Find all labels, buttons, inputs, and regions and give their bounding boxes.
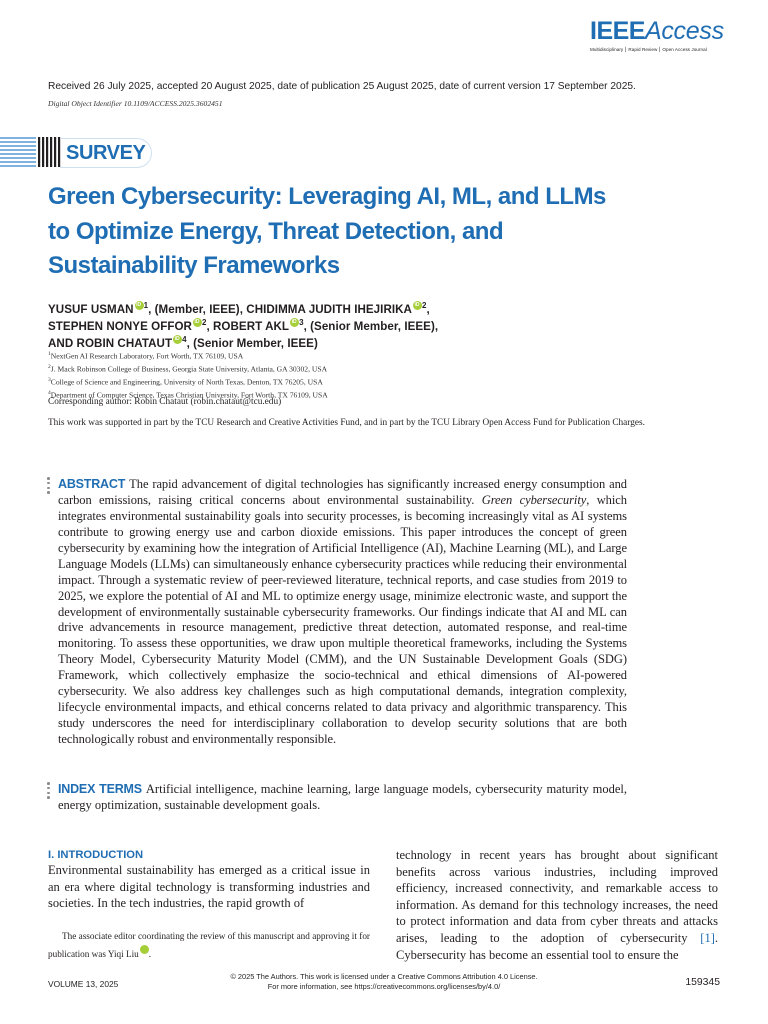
- received-dates: Received 26 July 2025, accepted 20 August 2025, date of publication 25 August 2025, date of current version 17 September 2025.: [48, 81, 636, 92]
- index-terms-marker-icon: [47, 782, 51, 801]
- intro-column-left: [48, 848, 370, 912]
- author-affiliation-number: 1: [143, 301, 149, 311]
- footnote-text: The associate editor coordinating the review of this manuscript and approving it for publication was Yiqi Liu: [48, 931, 370, 959]
- orcid-icon[interactable]: [413, 301, 422, 310]
- paper-title: Green Cybersecurity: Leveraging AI, ML, and LLMs to Optimize Energy, Threat Detection, and Sustainability Frameworks: [48, 183, 606, 279]
- author-name: STEPHEN NONYE OFFOR: [48, 320, 192, 333]
- citation-link[interactable]: [1]: [700, 930, 715, 945]
- affiliation-item: [48, 349, 328, 362]
- author-name: CHIDIMMA JUDITH IHEJIRIKA: [246, 303, 412, 316]
- author-affiliation-number: 2: [201, 318, 207, 328]
- author-role: , (Senior Member, IEEE): [186, 337, 318, 350]
- abstract-text: , which integrates environmental sustainability goals into security processes, is becoming increasingly vital as AI systems contribute to growing energy use and carbon dioxide emissions. This paper introduces the concept of green cybersecurity by examining how the integration of Artificial Intelligence (AI), Machine Learning (ML), and Large Language Models (LLMs) can simultaneously enhance cybersecurity practices while reducing their environmental impact. Through a systematic review of peer-reviewed literature, technical reports, and case studies from 2019 to 2025, we explore the potential of AI and ML to optimize energy usage, minimize electronic waste, and support the development of environmentally sustainable cybersecurity frameworks. Our findings indicate that AI and ML can drive advancements in resource management, predictive threat detection, automated response, and real-time monitoring. To assess these opportunities, we draw upon multiple theoretical frameworks, including the Systems Theory Model, Cybersecurity Maturity Model (CMM), and the UN Sustainable Development Goals (SDG) Framework, which collectively emphasize the socio-technical and ethical dimensions of AI-powered cybersecurity. We also address key challenges such as high computational demands, integration complexity, lifecycle environmental impacts, and ethical concerns related to data privacy and algorithmic transparency. This study underscores the need for interdisciplinary collaboration to develop security solutions that are both technologically robust and environmentally responsible.: [58, 492, 628, 746]
- funding-note: This work was supported in part by the TCU Research and Creative Activities Fund, and in part by the TCU Library Open Access Fund for Publication Charges.: [48, 418, 645, 428]
- abstract-label: ABSTRACT: [58, 477, 126, 491]
- license-link[interactable]: For more information, see https://creativecommons.org/licenses/by/4.0/: [267, 982, 501, 991]
- author-affiliation-number: 4: [182, 335, 187, 345]
- author-name: ROBERT AKL: [213, 320, 290, 333]
- article-type-label: SURVEY: [66, 142, 146, 164]
- intro-column-right: [396, 847, 718, 963]
- abstract-marker-icon: [47, 477, 51, 496]
- volume-label: VOLUME 13, 2025: [48, 979, 119, 989]
- abstract-block: [58, 477, 627, 748]
- index-terms-text: Artificial intelligence, machine learning, large language models, cybersecurity maturity model, energy optimization, sustainable development goals.: [58, 782, 627, 812]
- logo-brand-bold: IEEE: [590, 17, 645, 45]
- affiliation-item: [48, 375, 328, 388]
- logo-tagline: Multidisciplinary ⎮ Rapid Review ⎮ Open Access Journal: [590, 47, 707, 52]
- index-terms-block: [58, 781, 627, 813]
- corresponding-author: Corresponding author: Robin Chataut (robin.chataut@tcu.edu): [48, 397, 282, 407]
- abstract-text: The rapid advancement of digital technologies has significantly increased energy consumption and carbon emissions, raising critical concerns about environmental sustainability.: [58, 477, 627, 507]
- affiliation-number: 3: [48, 376, 51, 383]
- index-terms-label: INDEX TERMS: [58, 782, 142, 796]
- affiliation-number: 2: [48, 363, 51, 370]
- page-number: 159345: [685, 977, 720, 988]
- author-affiliation-number: 3: [299, 318, 304, 328]
- author-name: AND ROBIN CHATAUT: [48, 337, 173, 350]
- author-role: ,: [206, 320, 213, 333]
- abstract-emphasis: Green cybersecurity: [481, 492, 587, 507]
- affiliation-number: 1: [48, 351, 51, 357]
- affiliation-text: NextGen AI Research Laboratory, Fort Worth, TX 76109, USA: [50, 351, 244, 361]
- author-affiliation-number: 2: [421, 301, 427, 311]
- ieee-access-logo: [590, 17, 724, 53]
- orcid-icon[interactable]: [173, 335, 182, 344]
- affiliation-number: 4: [48, 389, 51, 396]
- affiliation-item: [48, 362, 328, 375]
- author-name: YUSUF USMAN: [48, 303, 134, 316]
- affiliation-list: [48, 349, 328, 401]
- author-role: , (Senior Member, IEEE),: [303, 320, 439, 333]
- editor-footnote: The associate editor coordinating the review of this manuscript and approving it for publication was Yiqi LiuiD .: [48, 929, 370, 962]
- orcid-icon[interactable]: [193, 318, 202, 327]
- logo-brand-italic: Access: [644, 17, 724, 45]
- orcid-icon[interactable]: [135, 301, 144, 310]
- orcid-icon[interactable]: [290, 318, 299, 327]
- author-role: , (Member, IEEE),: [148, 303, 247, 316]
- affiliation-text: College of Science and Engineering, University of North Texas, Denton, TX 76205, USA: [50, 377, 323, 387]
- doi-line: Digital Object Identifier 10.1109/ACCESS.2025.3602451: [48, 99, 223, 108]
- intro-paragraph: technology in recent years has brought about significant benefits across various industries, including improved efficiency, increased connectivity, and remarkable access to information. As demand for this technology increases, the need to protect information and data from cyber threats and attacks arises, leading to the adoption of cybersecurity: [396, 848, 718, 945]
- author-list: [48, 301, 568, 352]
- license-line: © 2025 The Authors. This work is licensed under a Creative Commons Attribution 4.0 License.: [230, 972, 538, 981]
- intro-paragraph-end: . Cybersecurity has become an essential tool to ensure the: [396, 930, 718, 962]
- affiliation-text: Department of Computer Science, Texas Christian University, Fort Worth, TX 76109, USA: [50, 390, 328, 400]
- author-role: ,: [426, 303, 430, 316]
- section-heading: I. INTRODUCTION: [48, 849, 144, 861]
- orcid-icon[interactable]: [140, 945, 149, 954]
- survey-banner-stripes-icon: [0, 136, 62, 168]
- affiliation-text: J. Mack Robinson College of Business, Georgia State University, Atlanta, GA 30302, USA: [50, 364, 328, 374]
- intro-paragraph: Environmental sustainability has emerged as a critical issue in an era where digital technology is transforming industries and societies. In the tech industries, the rapid growth of: [48, 863, 370, 911]
